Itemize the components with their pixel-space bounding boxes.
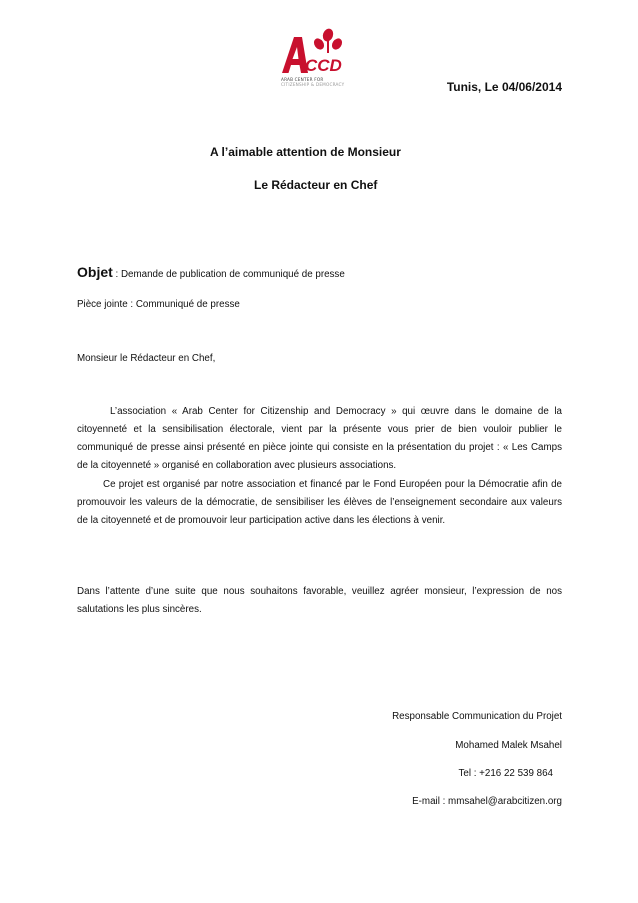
leaves-logo-icon bbox=[278, 27, 348, 77]
signature-name: Mohamed Malek Msahel bbox=[455, 740, 562, 751]
salutation: Monsieur le Rédacteur en Chef, bbox=[77, 353, 216, 364]
subject-label: Objet bbox=[77, 264, 113, 280]
logo-caption bbox=[281, 77, 347, 87]
letter-date: Tunis, Le 04/06/2014 bbox=[446, 80, 562, 94]
logo-caption-line1: ARAB CENTER FOR bbox=[281, 77, 324, 82]
logo-caption-line2: CITIZENSHIP & DEMOCRACY bbox=[281, 82, 345, 87]
body-paragraph-2: Ce projet est organisé par notre association et financé par le Fond Européen pour la Démocratie afin de promouvoir les valeurs de la démocratie, de sensibiliser les élèves de l’enseignement secondaire aux valeurs de la citoyenneté et de promouvoir leur participation active dans les élections à venir. bbox=[77, 479, 562, 526]
subject-line bbox=[77, 264, 345, 280]
accd-logo bbox=[278, 27, 348, 89]
svg-text:CCD: CCD bbox=[305, 56, 342, 75]
signature-tel: Tel : +216 22 539 864 bbox=[458, 768, 553, 779]
attention-line: A l’aimable attention de Monsieur bbox=[210, 145, 401, 159]
recipient-line: Le Rédacteur en Chef bbox=[254, 178, 378, 192]
closing-paragraph: Dans l’attente d’une suite que nous souhaitons favorable, veuillez agréer monsieur, l’expression de nos salutations les plus sincères. bbox=[77, 586, 562, 615]
subject-text: : Demande de publication de communiqué de presse bbox=[112, 269, 345, 280]
signature-email: E-mail : mmsahel@arabcitizen.org bbox=[412, 796, 562, 807]
body-paragraph-1: L’association « Arab Center for Citizenship and Democracy » qui œuvre dans le domaine de la citoyenneté et la sensibilisation électorale, vient par la présente vous prier de bien vouloir publier le communiqué de presse ainsi présenté en pièce jointe qui consiste en la présentation du projet : « Les Camps de la citoyenneté » organisé en collaboration avec plusieurs associations. bbox=[77, 406, 562, 471]
attachment-line: Pièce jointe : Communiqué de presse bbox=[77, 299, 240, 310]
signature-role: Responsable Communication du Projet bbox=[392, 711, 562, 722]
